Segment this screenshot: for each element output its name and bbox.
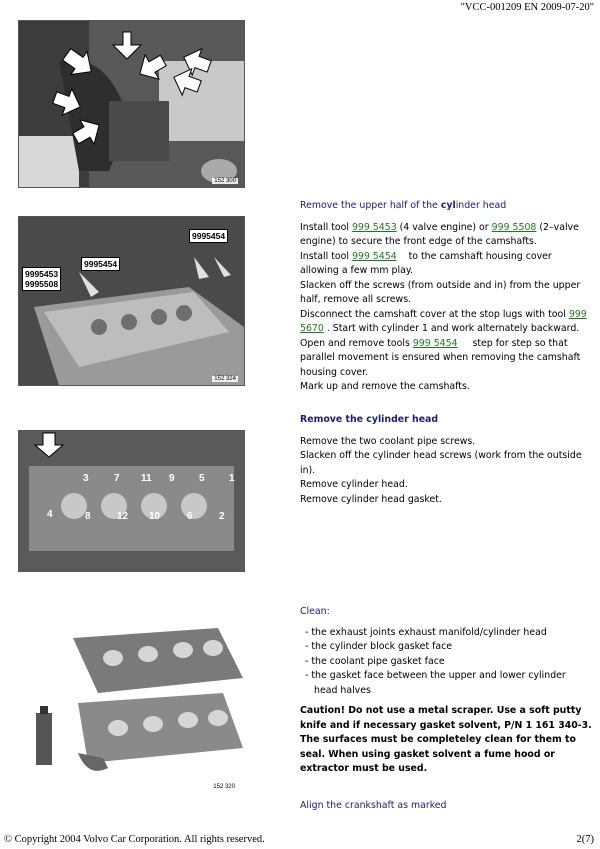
- remove-cylinder-head-section: [300, 413, 592, 507]
- tool-link-9995670[interactable]: 999 5670: [300, 308, 587, 334]
- bolt-number: 11: [141, 473, 152, 484]
- bolt-number: 4: [47, 509, 53, 520]
- tool-tag-9995508-line2: 9995508: [25, 279, 59, 289]
- heading-text: Remove the cylinder head: [300, 414, 439, 425]
- section-heading: [300, 413, 592, 428]
- heading-pre: Remove the upper half of the: [300, 200, 441, 211]
- tool-link-9995453[interactable]: 999 5453: [351, 221, 397, 233]
- instruction-line: Remove cylinder head gasket.: [300, 493, 442, 505]
- bolt-number: 2: [219, 511, 225, 522]
- photo-caption: 152 324: [214, 376, 236, 382]
- text: (4 valve engine) or: [396, 221, 492, 233]
- photo-caption: 152 300: [214, 178, 236, 184]
- text: Disconnect the camshaft cover at the stop lugs with tool: [300, 308, 569, 320]
- disconnect-line: [300, 308, 592, 337]
- camshaft-cover-photo: [18, 216, 245, 386]
- cylinder-head-halves-photo: [18, 618, 243, 793]
- tool-tag-9995454-right: 9995454: [189, 229, 228, 243]
- tool-tag-9995454-left: 9995454: [81, 257, 120, 271]
- tool-link-9995454[interactable]: 999 5454: [412, 337, 458, 349]
- cylinder-head-illustration: [19, 431, 244, 571]
- copyright-footer: © Copyright 2004 Volvo Car Corporation. All rights reserved.: [4, 834, 265, 845]
- bolt-number: 12: [117, 511, 129, 522]
- text: step for step so that parallel movement is ensured when removing the camshaft housing cover.: [300, 337, 584, 378]
- install-tool-line-2: [300, 250, 592, 279]
- tool-link-9995508[interactable]: 999 5508: [491, 221, 537, 233]
- instruction-line: Remove cylinder head.: [300, 479, 408, 490]
- clean-list: [300, 626, 592, 699]
- list-item: - the coolant pipe gasket face: [300, 655, 592, 670]
- remove-upper-half-section: [300, 199, 592, 395]
- bolt-number: 8: [85, 511, 91, 522]
- bolt-number: 6: [187, 511, 193, 522]
- bolt-number: 1: [229, 473, 235, 484]
- next-section-heading: Align the crankshaft as marked: [300, 799, 447, 811]
- slacken-line: Slacken off the screws (from outside and in) from the upper half, remove all screws.: [300, 279, 581, 305]
- tool-link-9995454[interactable]: 999 5454: [351, 250, 397, 262]
- text: . Start with cylinder 1 and work alternately backward.: [323, 323, 580, 334]
- tool-tag-9995453-line1: 9995453: [25, 269, 59, 279]
- heading-bold: cyl: [440, 200, 456, 211]
- open-remove-line: [300, 337, 592, 381]
- list-item: - the exhaust joints exhaust manifold/cylinder head: [300, 626, 592, 641]
- text: Install tool: [300, 250, 352, 262]
- bolt-number: 3: [83, 473, 89, 484]
- text: Open and remove tools: [300, 337, 413, 349]
- text: Install tool: [300, 221, 352, 233]
- tool-tag-9995453: [22, 267, 61, 291]
- page-number: 2(7): [576, 834, 594, 845]
- text: (2–valve engine) to secure the front edge of the camshafts.: [300, 221, 579, 247]
- bolt-number: 10: [149, 511, 161, 522]
- install-tool-line: [300, 221, 592, 250]
- engine-bay-photo: [18, 20, 245, 188]
- caution-warning: Caution! Do not use a metal scraper. Use a soft putty knife and if necessary gasket solvent, P/N 1 161 340-3. The surfaces must be completeley clean for them to seal. When using gasket solvent a fume hood or extractor must be used.: [300, 705, 592, 774]
- photo-caption: 152 320: [213, 784, 235, 790]
- mark-up-line: Mark up and remove the camshafts.: [300, 381, 470, 392]
- text: to the camshaft housing cover allowing a few mm play.: [300, 250, 555, 276]
- document-id: "VCC-001209 EN 2009-07-20": [460, 2, 594, 13]
- cylinder-head-bolt-sequence-photo: [18, 430, 245, 572]
- engine-bay-illustration: [19, 21, 244, 187]
- section-heading: Clean:: [300, 606, 330, 617]
- bolt-number: 9: [169, 473, 175, 484]
- list-item: - the cylinder block gasket face: [300, 640, 592, 655]
- cylinder-head-halves-illustration: [18, 618, 243, 793]
- list-item: - the gasket face between the upper and lower cylinder head halves: [300, 669, 592, 698]
- bolt-number: 5: [199, 473, 205, 484]
- instruction-line: Remove the two coolant pipe screws.: [300, 435, 476, 447]
- clean-section: [300, 605, 592, 820]
- heading-post: inder head: [455, 200, 507, 211]
- bolt-number: 7: [114, 473, 120, 484]
- instruction-line: Slacken off the cylinder head screws (work from the outside in).: [300, 450, 582, 476]
- section-heading: [300, 199, 592, 214]
